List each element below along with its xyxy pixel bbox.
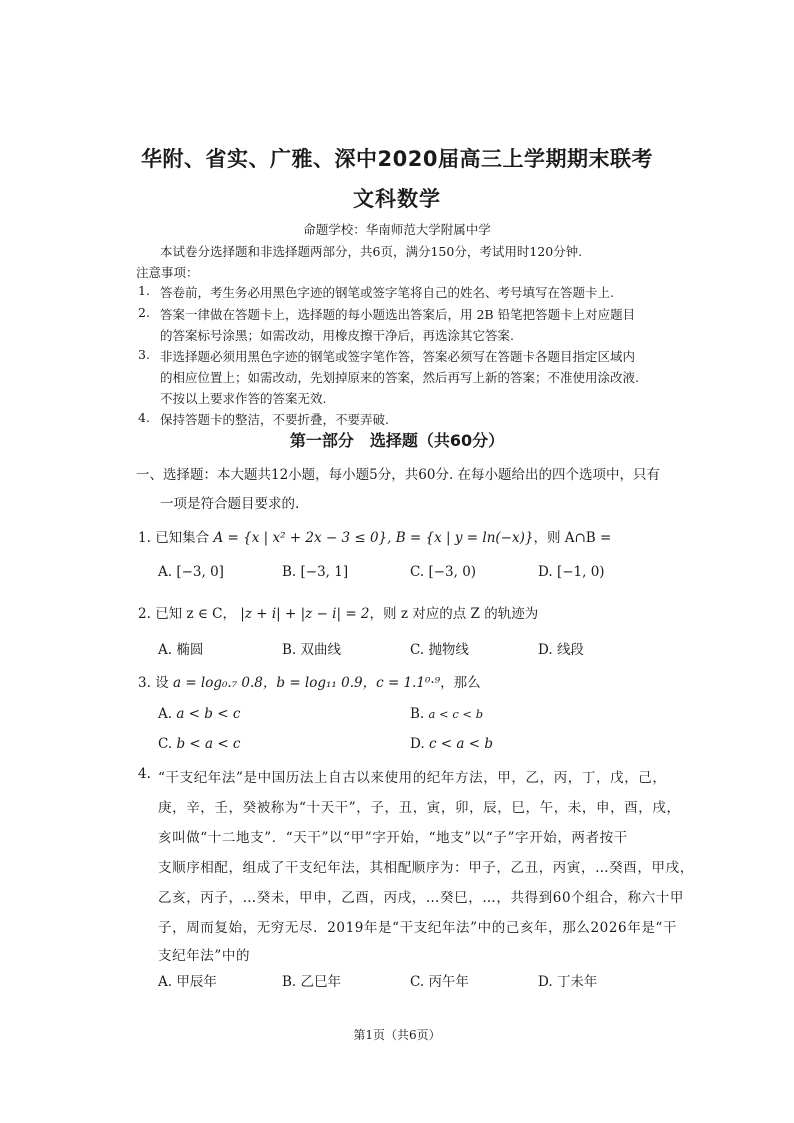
option: A. a < b < c [158,706,241,722]
note-line: 保持答题卡的整洁，不要折叠，不要弄破. [160,412,389,427]
question-line: 子，周而复始，无穷无尽．2019年是“干支纪年法”中的己亥年，那么2026年是“干 [158,920,678,936]
option: A. [−3, 0] [158,564,224,580]
option: C. 丙午年 [410,974,469,990]
question-line: 乙亥，丙子，…癸未，甲申，乙酉，丙戌，…癸巳，…，共得到60个组合，称六十甲 [158,890,684,906]
section-instruction: 一项是符合题目要求的. [160,496,300,512]
note-number: 2. [138,305,150,320]
note-line: 答卷前，考生务必用黑色字迹的钢笔或签字笔将自己的姓名、考号填写在答题卡上. [160,285,614,300]
question-stem: 设 [155,675,169,691]
section-title: 第一部分 选择题（共60分） [289,431,505,450]
note-number: 3. [138,347,150,362]
note-line: 答案一律做在答题卡上，选择题的每小题选出答案后，用 2B 铅笔把答题卡上对应题目 [160,307,636,322]
exam-subtitle: 文科数学 [353,187,441,211]
option: B. [−3, 1] [282,564,349,580]
note-line: 不按以上要求作答的答案无效. [160,391,327,406]
section-instruction: 一、选择题：本大题共12小题，每小题5分，共60分. 在每小题给出的四个选项中，只有 [136,467,661,483]
question-line: 支纪年法”中的 [158,948,251,964]
option: A. 甲辰年 [158,974,217,990]
question-2 [138,602,538,622]
question-stem: ，则 z 对应的点 Z 的轨迹为 [369,606,539,622]
question-stem: 已知 z ∈ C， [155,606,236,622]
option: D. 丁未年 [538,974,598,990]
intro-text: 本试卷分选择题和非选择题两部分，共6页，满分150分，考试用时120分钟. [160,244,583,259]
note-number: 1. [138,283,150,298]
option: D. c < a < b [410,736,493,752]
question-1 [138,526,611,546]
question-stem: ，那么 [440,675,481,691]
note-line: 非选择题必须用黑色字迹的钢笔或签字笔作答，答案必须写在答题卡各题目指定区域内 [160,349,636,364]
option: B. 乙巳年 [282,974,342,990]
question-number: 2. [138,606,151,622]
question-number: 3. [138,675,151,691]
question-math: |z + i| + |z − i| = 2 [240,606,370,622]
option: C. 抛物线 [410,642,469,658]
question-stem: 已知集合 [155,530,210,546]
question-math: a = log₀.₇ 0.8，b = log₁₁ 0.9，c = 1.1⁰·⁹ [172,675,441,691]
option: A. 椭圆 [158,642,204,658]
note-number: 4. [138,410,150,425]
question-line: 亥叫做“十二地支”．“天干”以“甲”字开始，“地支”以“子”字开始，两者按干 [158,830,628,846]
option: C. [−3, 0) [410,564,477,580]
note-line: 的相应位置上；如需改动，先划掉原来的答案，然后再写上新的答案；不准使用涂改液. [160,370,639,385]
option: C. b < a < c [158,736,241,752]
question-line: “干支纪年法”是中国历法上自古以来使用的纪年方法，甲，乙，丙，丁，戊，己， [158,770,667,786]
option: D. [−1, 0) [538,564,605,580]
option: B. a < c < b [410,706,484,722]
question-3 [138,671,481,691]
school-line: 命题学校：华南师范大学附属中学 [303,222,491,237]
question-number: 4. [138,766,151,782]
question-line: 支顺序相配，组成了干支纪年法，其相配顺序为：甲子，乙丑，丙寅，…癸酉，甲戌， [158,860,694,876]
question-stem: ，则 A∩B = [533,530,612,546]
exam-title: 华附、省实、广雅、深中2020届高三上学期期末联考 [141,147,653,171]
option: D. 线段 [538,642,584,658]
question-line: 庚，辛，壬，癸被称为“十天干”，子，丑，寅，卯，辰，巳，午，未，申，酉，戌， [158,800,681,816]
question-math: A = {x | x² + 2x − 3 ≤ 0}, B = {x | y = ln(−x)} [213,530,534,546]
option: B. 双曲线 [282,642,342,658]
page-footer: 第1页（共6页） [353,1028,441,1042]
note-line: 的答案标号涂黑；如需改动，用橡皮擦干净后，再选涂其它答案. [160,328,514,343]
notes-heading: 注意事项： [136,265,199,280]
question-number: 1. [138,530,151,546]
